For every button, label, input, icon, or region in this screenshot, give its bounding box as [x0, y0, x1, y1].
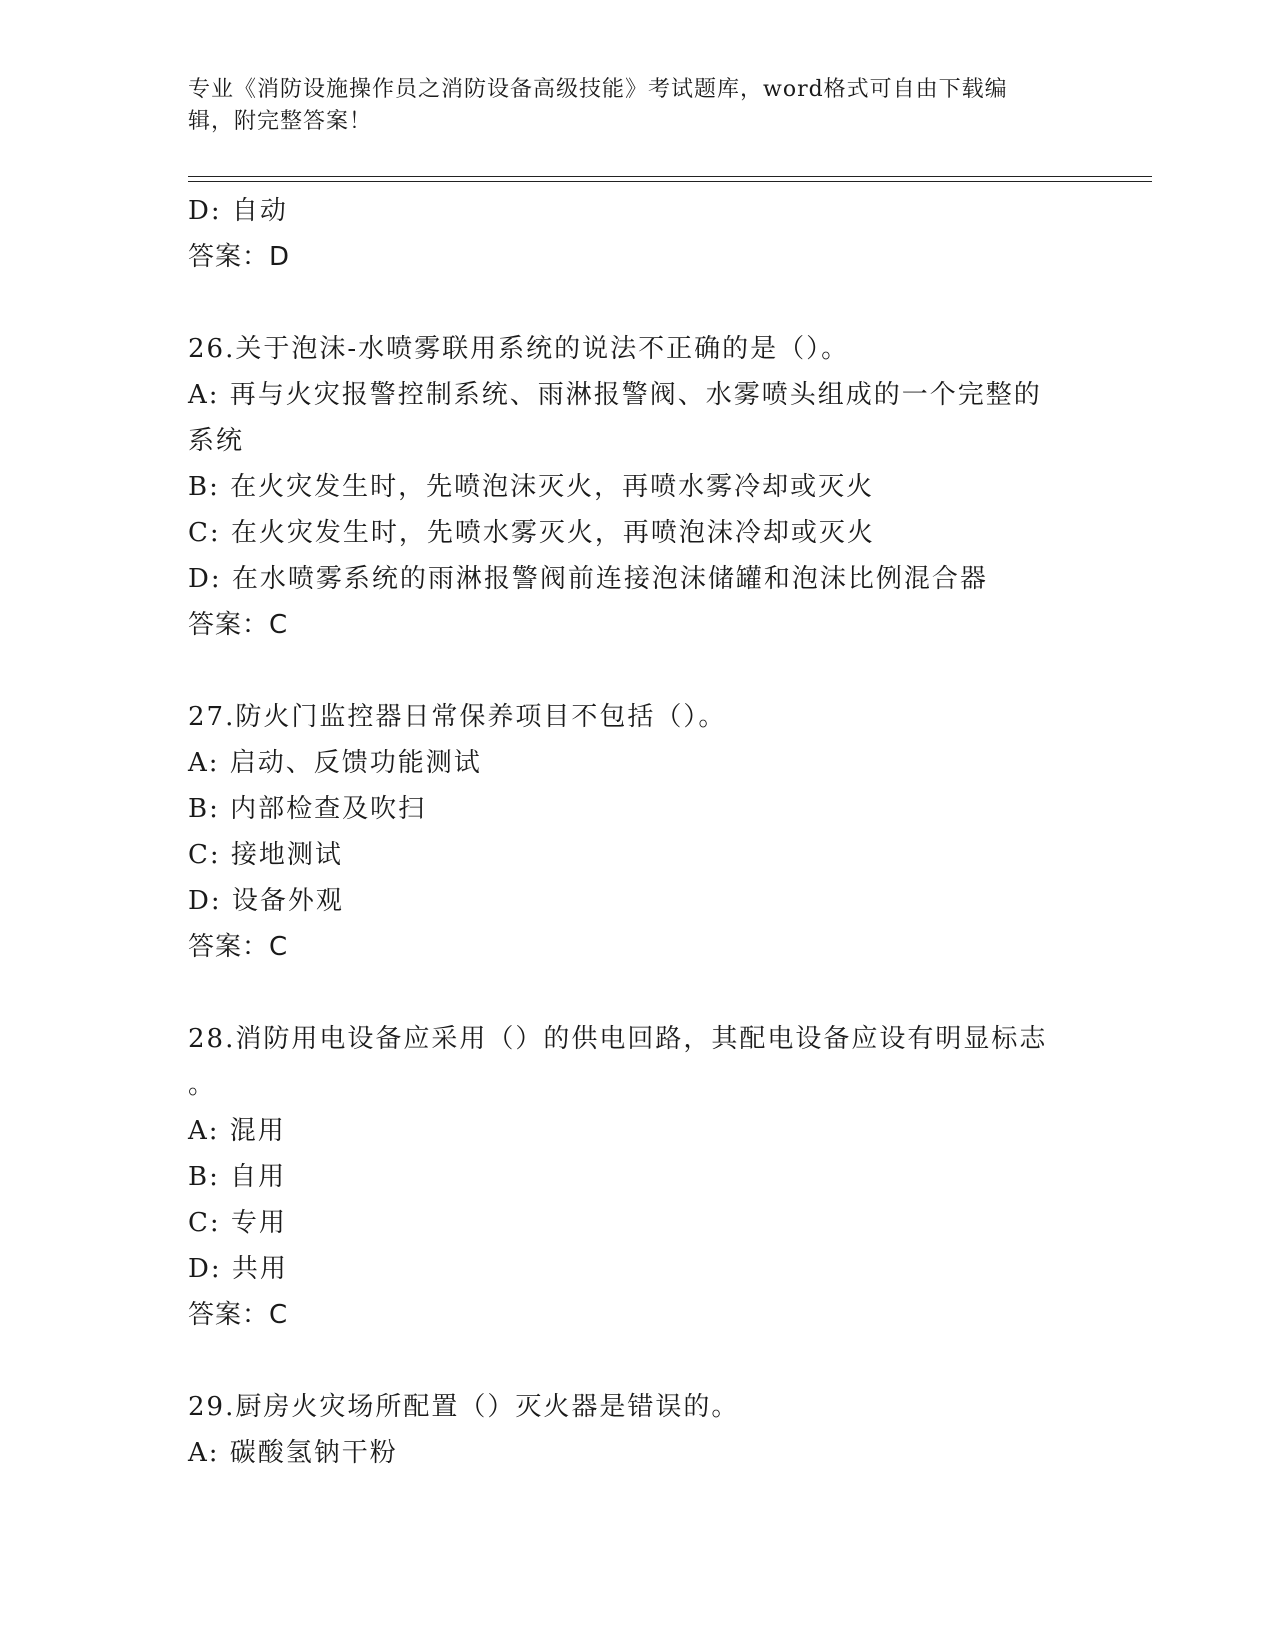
option-b: B: 在火灾发生时，先喷泡沫灭火，再喷水雾冷却或灭火 — [188, 472, 875, 502]
question-26 — [188, 326, 1088, 648]
header-rule-bottom — [188, 181, 1152, 182]
answer-line: 答案：D — [188, 242, 291, 272]
option-b: B: 内部检查及吹扫 — [188, 794, 427, 824]
spacer — [188, 280, 1088, 326]
option-c: C: 接地测试 — [188, 840, 343, 870]
option-a: A: 碳酸氢钠干粉 — [188, 1438, 398, 1468]
option-d: D: 共用 — [188, 1254, 288, 1284]
option-d: D: 在水喷雾系统的雨淋报警阀前连接泡沫储罐和泡沫比例混合器 — [188, 564, 988, 594]
header-intro-line-2: 辑，附完整答案！ — [188, 109, 373, 134]
question-stem: 27.防火门监控器日常保养项目不包括（）。 — [188, 702, 727, 732]
question-27 — [188, 694, 1088, 970]
question-29 — [188, 1384, 1088, 1476]
question-28 — [188, 1016, 1088, 1338]
question-stem: 29.厨房火灾场所配置（）灭火器是错误的。 — [188, 1392, 740, 1422]
option-d: D: 自动 — [188, 196, 288, 226]
option-d: D: 设备外观 — [188, 886, 344, 916]
spacer — [188, 970, 1088, 1016]
option-c: C: 在火灾发生时，先喷水雾灭火，再喷泡沫冷却或灭火 — [188, 518, 875, 548]
option-b: B: 自用 — [188, 1162, 287, 1192]
option-a-continued: 系统 — [188, 426, 245, 456]
answer-line: 答案：C — [188, 610, 289, 640]
option-a: A: 再与火灾报警控制系统、雨淋报警阀、水雾喷头组成的一个完整的 — [188, 380, 1042, 410]
question-stem: 28.消防用电设备应采用（）的供电回路，其配电设备应设有明显标志 — [188, 1024, 1048, 1054]
question-stem: 26.关于泡沫-水喷雾联用系统的说法不正确的是（）。 — [188, 334, 850, 364]
spacer — [188, 1338, 1088, 1384]
option-a: A: 启动、反馈功能测试 — [188, 748, 482, 778]
question-stem-continued: 。 — [188, 1070, 217, 1100]
option-a: A: 混用 — [188, 1116, 286, 1146]
carryover-question — [188, 188, 1088, 280]
document-header — [188, 74, 1068, 138]
header-rule-top — [188, 176, 1152, 177]
answer-line: 答案：C — [188, 1300, 289, 1330]
spacer — [188, 648, 1088, 694]
answer-line: 答案：C — [188, 932, 289, 962]
question-list — [188, 188, 1088, 1476]
header-intro-line-1: 专业《消防设施操作员之消防设备高级技能》考试题库，word格式可自由下载编 — [188, 77, 1008, 102]
option-c: C: 专用 — [188, 1208, 287, 1238]
